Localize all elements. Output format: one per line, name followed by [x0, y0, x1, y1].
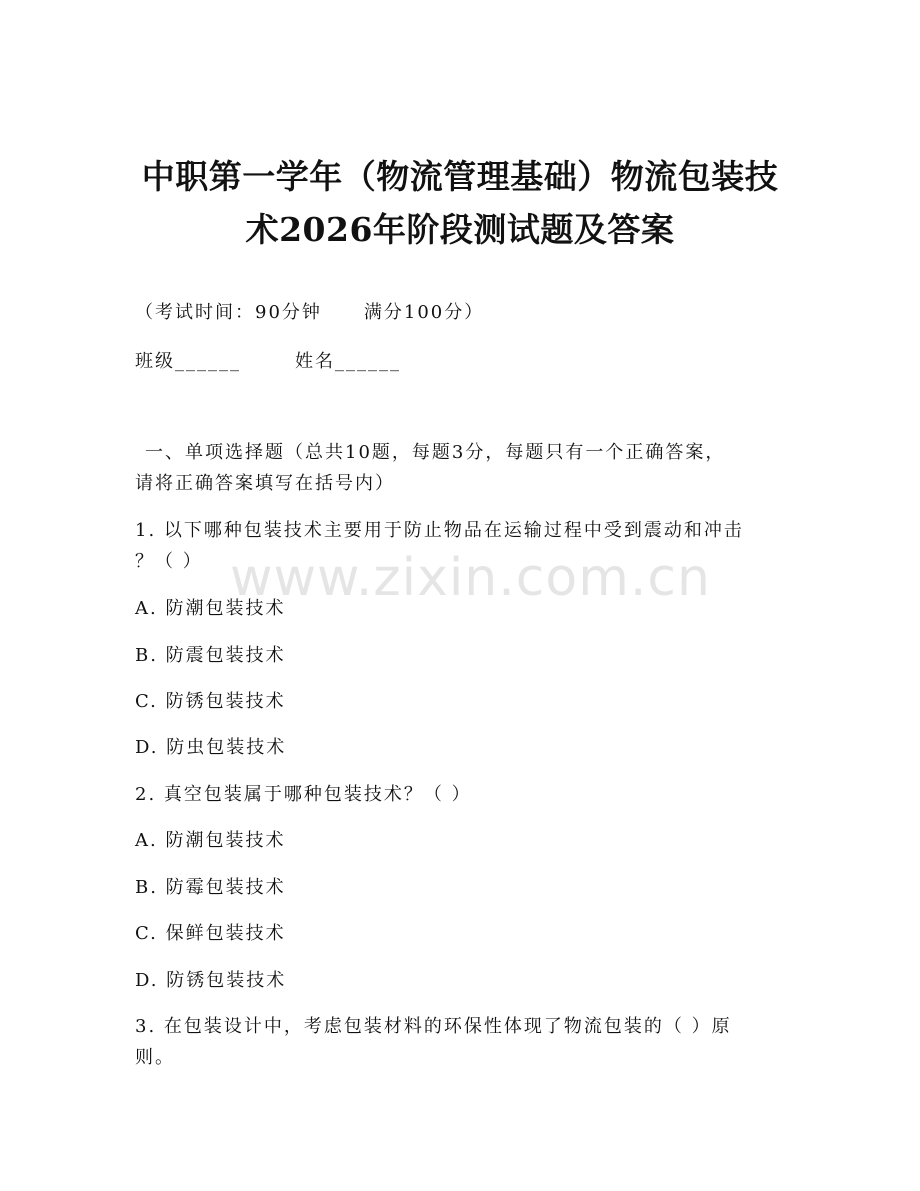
question-1-option-c: C. 防锈包装技术	[135, 691, 286, 712]
question-3-line-2: 则。	[135, 1047, 175, 1068]
question-1-line-1: 1. 以下哪种包装技术主要用于防止物品在运输过程中受到震动和冲击	[135, 520, 744, 541]
exam-time: （考试时间：90分钟	[135, 302, 322, 323]
student-info	[135, 349, 401, 375]
question-2-option-d: D. 防锈包装技术	[135, 970, 287, 991]
section-heading-line-2: 请将正确答案填写在括号内）	[135, 473, 395, 494]
section-heading-line-1: 一、单项选择题（总共10题，每题3分，每题只有一个正确答案，	[145, 442, 726, 463]
question-2-option-a: A. 防潮包装技术	[135, 830, 286, 851]
exam-meta	[135, 300, 484, 326]
question-1-option-a: A. 防潮包装技术	[135, 598, 286, 619]
document-title-line-2: 术2026年阶段测试题及答案	[245, 210, 675, 249]
question-2-option-c: C. 保鲜包装技术	[135, 923, 286, 944]
class-field: 班级______	[135, 351, 241, 372]
question-2-option-b: B. 防霉包装技术	[135, 877, 286, 898]
question-3-line-1: 3. 在包装设计中，考虑包装材料的环保性体现了物流包装的（ ）原	[135, 1016, 732, 1037]
name-field: 姓名______	[295, 351, 401, 372]
watermark: www.zixin.com.cn	[230, 548, 711, 608]
question-2: 2. 真空包装属于哪种包装技术？（ ）	[135, 784, 472, 805]
question-1-line-2: ？（ ）	[135, 551, 203, 572]
question-1-option-b: B. 防震包装技术	[135, 645, 286, 666]
question-1-option-d: D. 防虫包装技术	[135, 737, 287, 758]
document-title-line-1: 中职第一学年（物流管理基础）物流包装技	[141, 157, 779, 196]
full-score: 满分100分）	[363, 302, 485, 323]
